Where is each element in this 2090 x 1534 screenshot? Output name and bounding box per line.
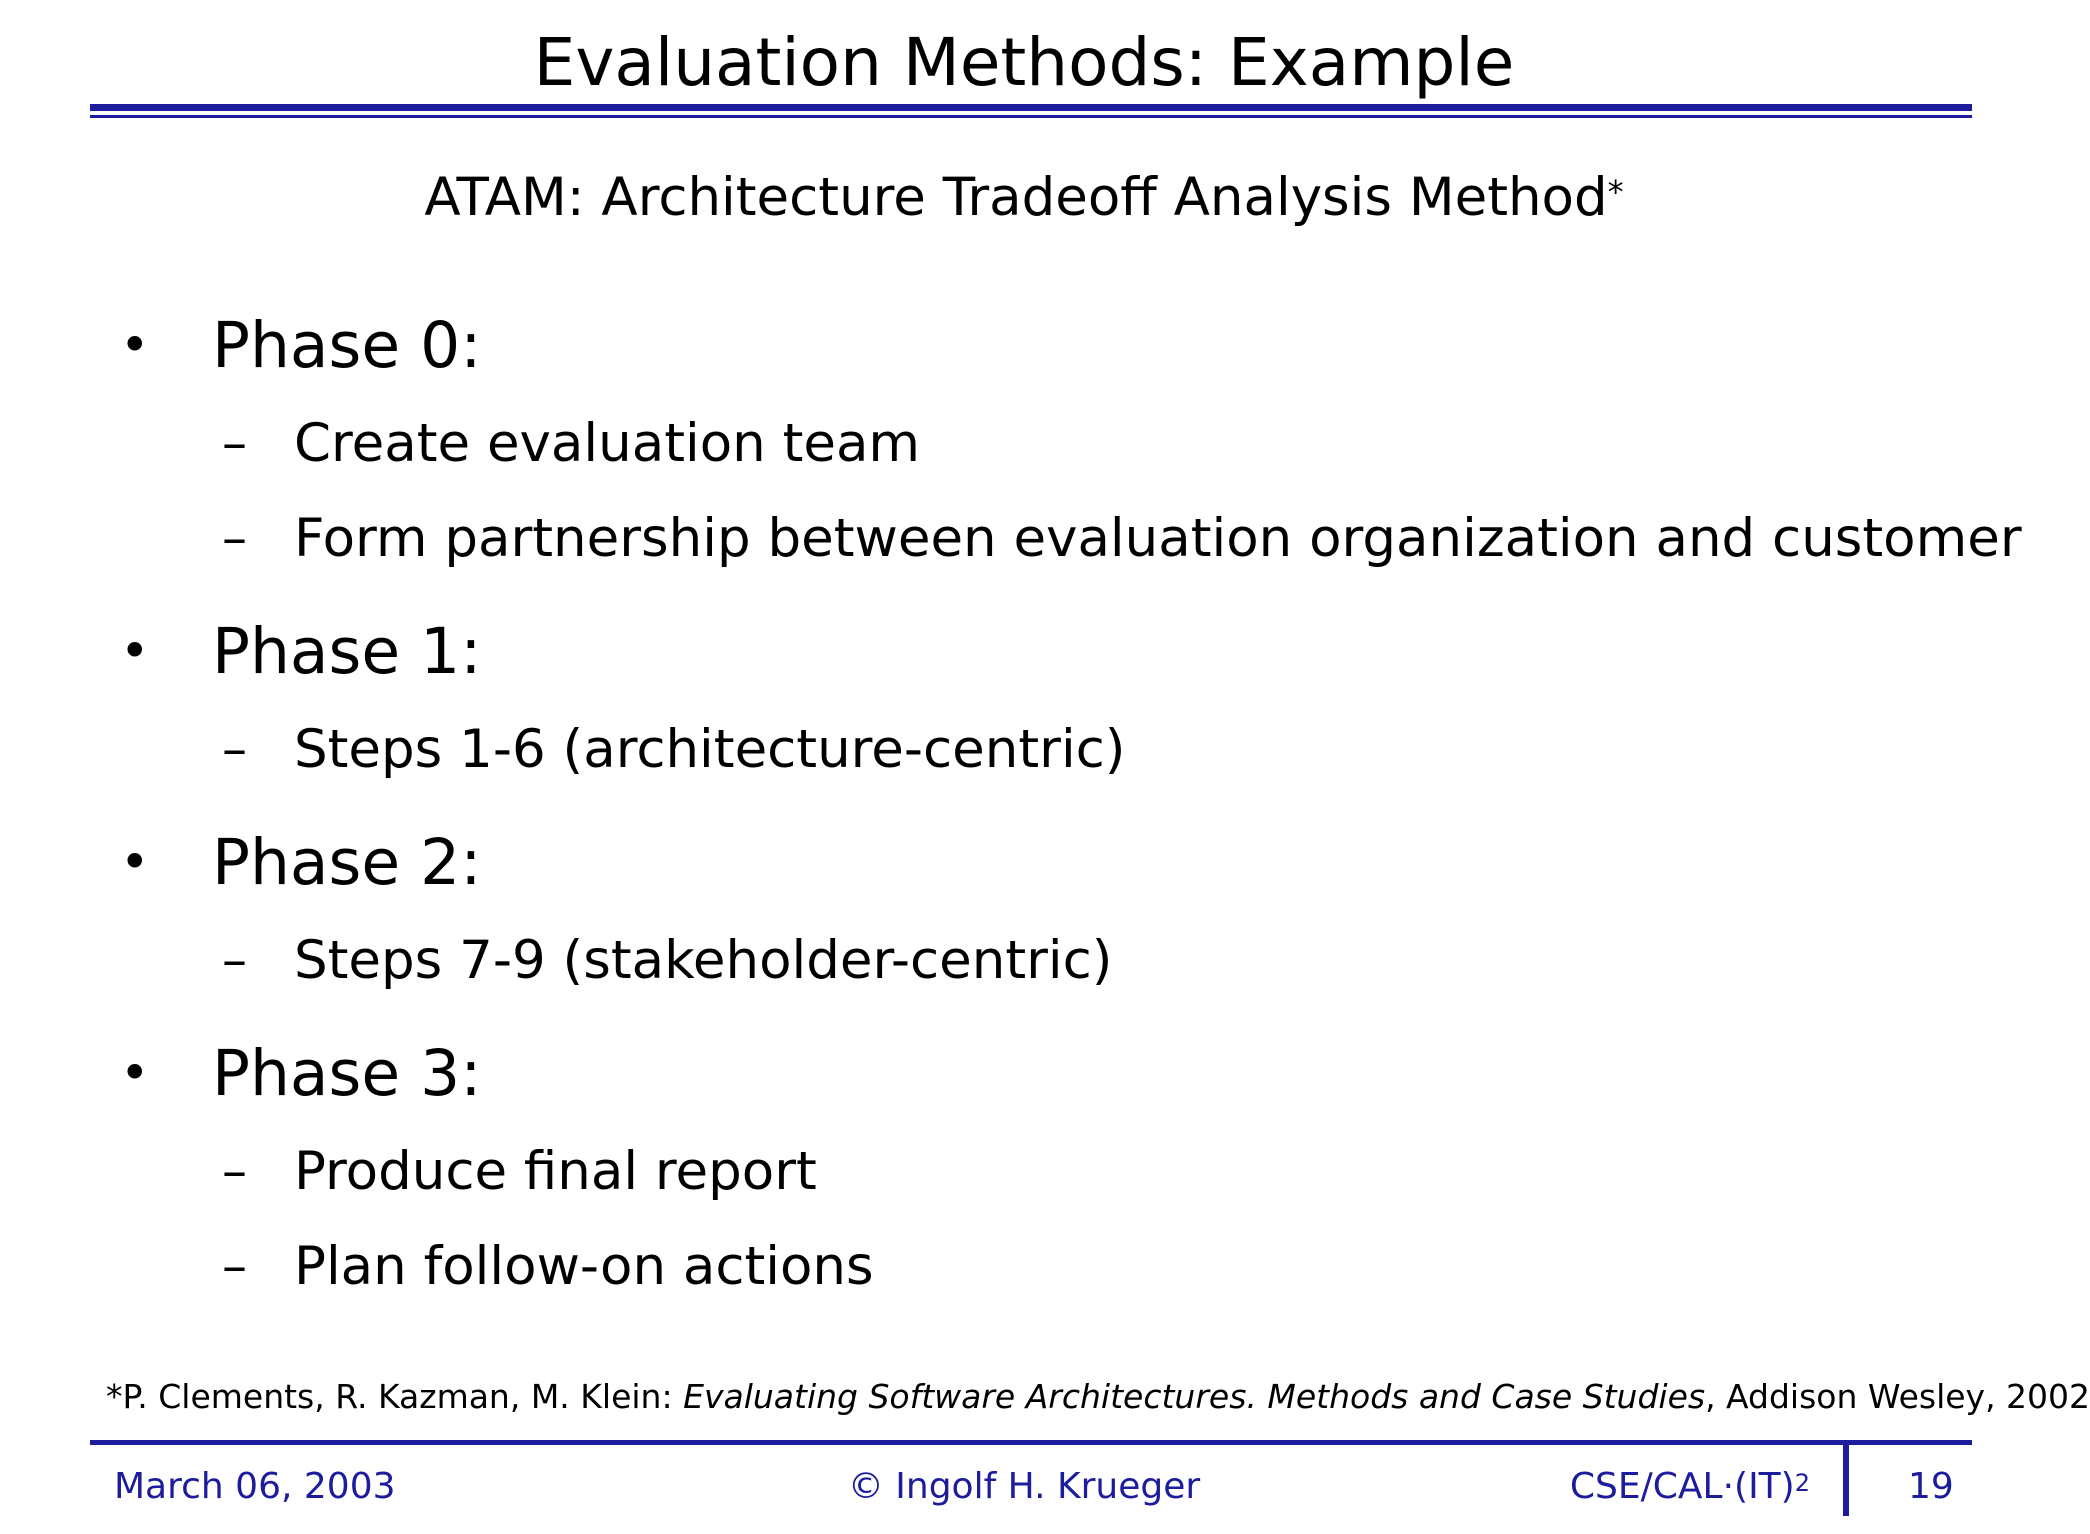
sub-bullet-create-team	[222, 403, 920, 483]
slide-title: Evaluation Methods: Example	[533, 24, 1515, 101]
title-divider-thick	[90, 104, 1972, 111]
sub-bullet-text: Produce final report	[294, 1140, 817, 1202]
phase-label: Phase 1:	[212, 614, 482, 688]
sub-bullet-text: Create evaluation team	[294, 412, 921, 474]
sub-bullet-text: Form partnership between evaluation organization and customer	[294, 507, 2022, 569]
footer-divider	[90, 1440, 1972, 1445]
sub-bullet-dash: –	[222, 509, 247, 567]
bullet-phase-2	[120, 817, 481, 907]
sub-bullet-text: Plan follow-on actions	[294, 1235, 874, 1297]
bullet-phase-1	[120, 606, 481, 696]
bullet-dot: •	[120, 833, 150, 891]
page-number: 19	[1908, 1466, 1954, 1507]
footer-copyright: © Ingolf H. Krueger	[847, 1466, 1201, 1507]
footer-date: March 06, 2003	[114, 1466, 396, 1507]
sub-bullet-steps-1-6	[222, 709, 1126, 789]
bullet-phase-3	[120, 1028, 481, 1118]
phase-label: Phase 2:	[212, 825, 482, 899]
footer-organization	[1570, 1462, 1810, 1512]
sub-bullet-text: Steps 7-9 (stakeholder-centric)	[294, 929, 1113, 991]
sub-bullet-steps-7-9	[222, 920, 1112, 1000]
phase-label: Phase 0:	[212, 308, 482, 382]
footnote-publisher: , Addison Wesley, 2002	[1705, 1377, 2090, 1416]
title-divider-thin	[90, 115, 1972, 118]
footnote-book-title: Evaluating Software Architectures. Methods and Case Studies	[683, 1377, 1706, 1416]
bullet-phase-0	[120, 300, 481, 390]
footnote-authors: *P. Clements, R. Kazman, M. Klein:	[106, 1377, 684, 1416]
sub-bullet-dash: –	[222, 1142, 247, 1200]
footnote-marker: *	[1607, 173, 1624, 211]
sub-bullet-text: Steps 1-6 (architecture-centric)	[294, 718, 1126, 780]
sub-bullet-dash: –	[222, 414, 247, 472]
subtitle-text: ATAM: Architecture Tradeoff Analysis Method	[424, 167, 1608, 228]
footer-organization-name: CSE/CAL·(IT)	[1569, 1466, 1795, 1507]
footer-organization-superscript: 2	[1794, 1469, 1810, 1497]
bullet-dot: •	[120, 316, 150, 374]
bullet-dot: •	[120, 1044, 150, 1102]
sub-bullet-follow-on	[222, 1226, 874, 1306]
sub-bullet-dash: –	[222, 720, 247, 778]
footer-vertical-separator	[1843, 1444, 1849, 1516]
sub-bullet-form-partnership	[222, 498, 2022, 578]
footnote-citation	[106, 1372, 2090, 1422]
slide-subtitle	[0, 163, 2048, 233]
phase-label: Phase 3:	[212, 1036, 482, 1110]
sub-bullet-dash: –	[222, 931, 247, 989]
sub-bullet-final-report	[222, 1131, 817, 1211]
bullet-dot: •	[120, 622, 150, 680]
sub-bullet-dash: –	[222, 1237, 247, 1295]
